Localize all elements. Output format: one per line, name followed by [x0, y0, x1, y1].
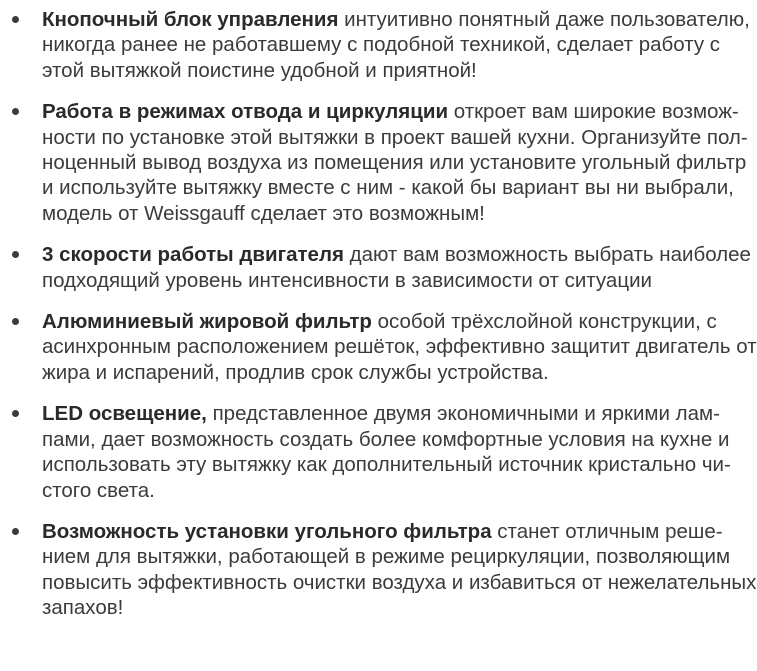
feature-line [42, 7, 757, 32]
feature-line: запахов! [42, 596, 124, 620]
feature-line [42, 519, 757, 544]
feature-text: откроет вам широкие возмож- [448, 100, 739, 124]
feature-lead: Возможность установки угольного фильтра [42, 519, 492, 543]
feature-lead: Алюминиевый жировой фильтр [42, 310, 372, 334]
feature-line: модель от Weissgauff сделает это возможным! [42, 201, 485, 225]
feature-line: стого света. [42, 478, 155, 502]
feature-item [0, 0, 757, 83]
feature-text: интуитивно понятный даже пользователю, [338, 8, 750, 31]
feature-lead: Кнопочный блок управления [42, 8, 339, 31]
bullet-icon [12, 318, 19, 325]
feature-line: жира и испарений, продлив срок службы устройства. [42, 360, 549, 384]
feature-lead: Работа в режимах отвода и циркуляции [42, 100, 449, 124]
feature-line [42, 99, 757, 124]
feature-line: ноценный вывод воздуха из помещения или установите угольный фильтр [42, 151, 747, 175]
feature-line: повысить эффективность очистки воздуха и избавиться от нежелательных [42, 570, 757, 594]
feature-line: этой вытяжкой поистине удобной и приятной! [42, 58, 477, 82]
feature-text: особой трёхслойной конструкции, с [371, 310, 717, 334]
feature-item [0, 242, 757, 293]
feature-item [0, 401, 757, 503]
feature-line: нием для вытяжки, работающей в режиме рециркуляции, позволяющим [42, 545, 731, 569]
feature-line [42, 242, 757, 267]
bullet-icon [12, 410, 19, 417]
feature-line: никогда ранее не работавшему с подобной техникой, сделает работу с [42, 33, 721, 57]
feature-text: дают вам возможность выбрать наиболее [343, 243, 751, 267]
feature-line: пами, дает возможность создать более комфортные условия на кухне и [42, 427, 730, 451]
bullet-icon [12, 108, 19, 115]
feature-line [42, 401, 757, 426]
feature-lead: LED освещение, [42, 402, 207, 426]
feature-line: подходящий уровень интенсивности в зависимости от ситуации [42, 268, 652, 292]
feature-item [0, 99, 757, 226]
feature-text: представленное двумя экономичными и яркими лам- [206, 402, 720, 426]
bullet-icon [12, 16, 19, 23]
feature-lead: 3 скорости работы двигателя [42, 243, 344, 267]
feature-item [0, 309, 757, 385]
bullet-icon [12, 528, 19, 535]
bullet-icon [12, 251, 19, 258]
feature-line: и используйте вытяжку вместе с ним - какой бы вариант вы ни выбрали, [42, 176, 734, 200]
feature-line: ности по установке этой вытяжки в проект вашей кухни. Организуйте пол- [42, 125, 748, 149]
feature-text: станет отличным реше- [491, 519, 723, 543]
feature-line: использовать эту вытяжку как дополнительный источник кристально чи- [42, 453, 731, 477]
feature-item [0, 519, 757, 621]
feature-line: асинхронным расположением решёток, эффективно защитит двигатель от [42, 335, 757, 359]
feature-line [42, 309, 757, 334]
